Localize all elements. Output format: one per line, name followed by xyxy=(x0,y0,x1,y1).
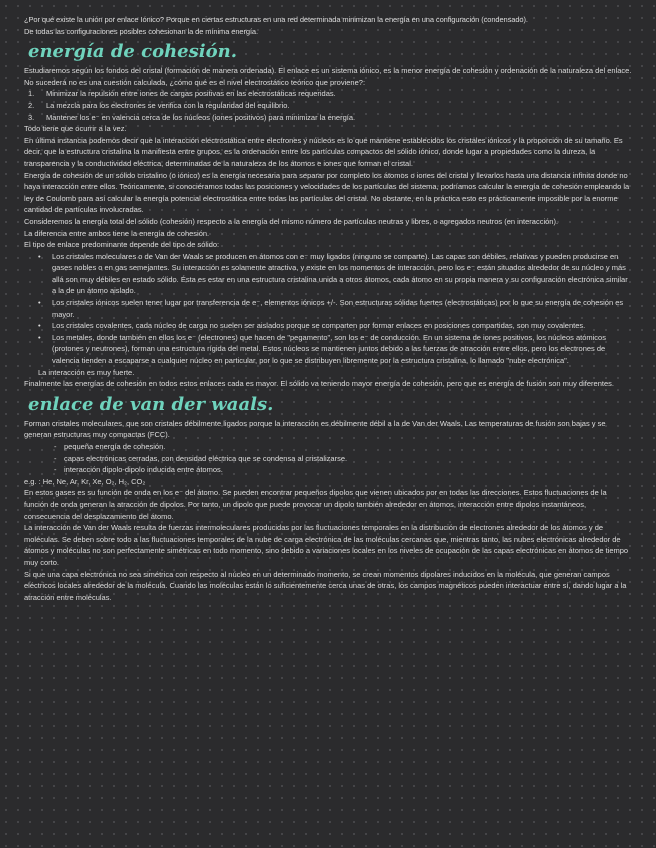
cohesion-paragraph-7: El tipo de enlace predominante depende del tipo de sólido: xyxy=(24,240,220,250)
list-item: • Los cristales moleculares o de Van der Waals se producen en átomos con e⁻ muy ligados (ninguno se comparte). Las capas son débiles, relativas y pueden producirse en gases nobles o en gas semejantes. Su interacción es solamente atractiva, y existe en los momentos de interacción, pero los e⁻ están situados alrededor de su núcleo y más allá son muy débiles en estado sólido. Ésta es estar en una estructura cristalina unida a otros átomos, cada átomo en su propia manera y su configuración electrónica similar a la de un átomo aislado. xyxy=(38,251,628,296)
cohesion-paragraph-1: Estudiaremos según los fondos del cristal (formación de manera ordenada). El enlace es un sistema iónico, es la menor energía de cohesión y ordenación de la naturaleza del enlace. No sucederá no es una cuestión calculada, ¿cómo qué es el nivel electrostático teórico que proviene?: xyxy=(24,66,632,87)
cohesion-paragraph-9: Finalmente las energías de cohesión en todos estos enlaces cada es mayor. El sólido va teniendo mayor energía de cohesión, pero que es energía de fusión son muy diferentes. xyxy=(24,379,614,389)
list-item: 2. La mezcla para los electrones se verifica con la regularidad del equilibrio. xyxy=(28,100,290,110)
intro-line-2: De todas las configuraciones posibles cohesionan la de mínima energía. xyxy=(24,26,258,36)
cohesion-heading: energía de cohesión. xyxy=(28,41,237,63)
intro-line-1: ¿Por qué existe la unión por enlace Iónico? Porque en ciertas estructuras en una red determinada minimizan la energía en una configuración (condensado). xyxy=(24,15,528,24)
cohesion-paragraph-2: Todo tiene que ocurrir a la vez. xyxy=(24,124,127,134)
list-item: - pequeña energía de cohesión. xyxy=(54,442,166,451)
cohesion-paragraph-4: Energía de cohesión de un sólido cristalino (o iónico) es la energía necesaria para separar por completo los átomos o iones del cristal y llevarlos hasta una distancia infinita donde no haya interacción entre ellos. Teóricamente, si conociéramos todas las posiciones y velocidades de los partículas del sistema, podríamos calcular la energía de cohesión empleando la ley de Coulomb para así calcular la energía potencial electrostática entre todas las partículas del cristal. No obstante, en la práctica esto es prácticamente imposible por la enorme cantidad de partículas involucradas. xyxy=(24,170,630,215)
list-item: • Los cristales iónicos suelen tener lugar por transferencia de e⁻, elementos iónicos +/-. Son estructuras sólidas fuertes (electrostáticas) por lo que su energía de cohesión es mayor. xyxy=(38,298,624,319)
vdw-properties-list xyxy=(24,441,632,476)
vdw-paragraph-2: En estos gases es su función de onda en los e⁻ del átomo. Se pueden encontrar pequeños dipolos que vienen ubicados por en todas las direcciones. Estos fluctuaciones de la función de onda generan la atracción de dipolos. Por tanto, un dipolo que puede provocar un dipolo también alrededor en átomos, interacción entre dipolos instantáneos, consecuencia del desplazamiento del átomo. xyxy=(24,488,607,521)
list-item: 1. Minimizar la repulsión entre iones de cargas positivas en las electrostáticas requeridas. xyxy=(28,89,336,99)
solid-types-list xyxy=(24,251,632,367)
cohesion-paragraph-3: En última instancia podemos decir que la interacción electrostática entre electrones y núcleos es lo que mantiene establecidos los cristales iónicos y la proporción de su tamaño. Es decir, que la estructura cristalina la manifiesta entre grupos, es la ordenación entre los partículas compactos del sólido iónico, donde lugar a propiedades como la dureza, la transparencia y la conductividad eléctrica, determinadas de la naturaleza de los átomos e iones que forman el cristal. xyxy=(24,135,623,168)
list-item: 3. Mantener los e⁻ en valencia cerca de los núcleos (iones positivos) para minimizar la energía. xyxy=(28,112,356,122)
list-item: • Los metales, donde también en ellos los e⁻ (electrones) que hacen de "pegamento", son los e⁻ de conducción. En un sistema de iones positivos, los núcleos atómicos (protones y neutrones), forman una estructura rígida del metal. Estos núcleos se mantienen juntos debido a las fuerzas de atracción entre ellos, pero los electrones de valencia tienden a escaparse a cualquier núcleo en particular, por lo que se distribuyen libremente por la estructura cristalina, lo llamado "nube electrónica". xyxy=(38,332,606,366)
vdw-heading: enlace de van der waals. xyxy=(28,393,274,415)
list-item: • Los cristales covalentes, cada núcleo de carga no suelen ser aislados porque se comparten por formar enlaces en posiciones compartidas, son muy covalentes. xyxy=(38,321,586,331)
list-item: - interacción dipolo-dipolo inducida entre átomos. xyxy=(54,465,223,475)
vdw-paragraph-4: Si que una capa electrónica no sea simétrica con respecto al núcleo en un determinado momento, se crean momentos dipolares inducidos en la molécula, que generan campos eléctricos locales alrededor de la molécula. Cuando las moléculas están lo suficientemente cerca unas de otras, los campos magnéticos pueden interactuar entre sí, dando lugar a la atracción entre moléculas. xyxy=(24,569,627,602)
vdw-examples: e.g. : He, Ne, Ar, Kr, Xe, O₂, H₂, CO₂ xyxy=(24,476,146,486)
list-item: - capas electrónicas cerradas, con densidad eléctrica que se condensa al cristalizarse. xyxy=(54,453,348,463)
vdw-paragraph-3: La interacción de Van der Waals resulta de fuerzas intermoleculares producidas por las fluctuaciones temporales en la distribución de electrones alrededor de los átomos y de moléculas. Se deben sobre todo a las fluctuaciones temporales de la nube de carga electrónica de las moléculas cercanas que, mientras tanto, las nubes electrónicas alrededor de átomos y moléculas no son perfectamente simétricas en todo momento, sino debido a variaciones locales en los niveles de ocupación de las capas electrónicas en átomos de tiempo muy corto. xyxy=(24,523,629,567)
vdw-paragraph-1: Forman cristales moleculares, que son cristales débilmente ligados porque la interacción es débilmente débil a la de Van der Waals. Las temperaturas de fusión son bajas y se generan estructuras muy compactas (FCC). xyxy=(24,418,606,440)
cohesion-paragraph-5: Consideremos la energía total del sólido (cohesión) respecto a la energía del mismo número de partículas neutras y libres, o agregados neutros (en interacción). xyxy=(24,216,559,226)
cohesion-steps xyxy=(24,88,632,123)
cohesion-paragraph-8: La interacción es muy fuerte. xyxy=(38,367,135,377)
cohesion-paragraph-6: La diferencia entre ambos tiene la energía de cohesión. xyxy=(24,228,210,238)
